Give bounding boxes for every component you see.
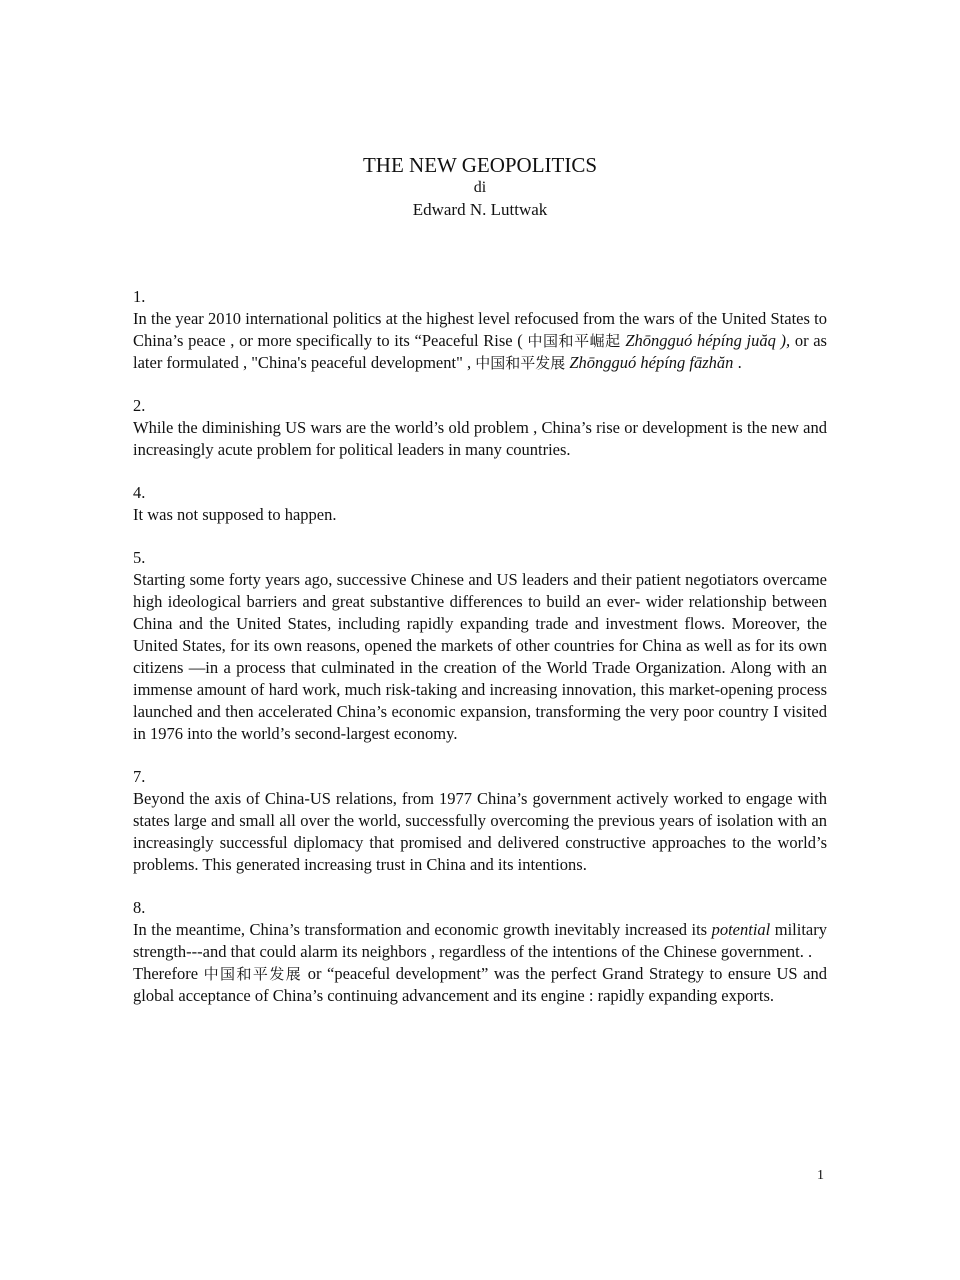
document-header (0, 152, 960, 222)
chinese-text: 中国和平发展 (475, 354, 566, 372)
section-5 (133, 547, 827, 745)
text-run: . (733, 353, 742, 372)
document-title: THE NEW GEOPOLITICS (362, 153, 598, 177)
section-paragraph (133, 919, 827, 963)
section-4 (133, 482, 827, 526)
section-number: 5. (133, 548, 146, 567)
text-run: In the year 2010 international politics at the highest level refocused from the wars of the United States to China’s peace , or more specifically to its “Peaceful Rise ( (133, 309, 827, 350)
pinyin-text: Zhōngguó hépíng fāzhăn (569, 353, 734, 372)
text-run: Therefore (133, 964, 204, 983)
section-paragraph: Beyond the axis of China-US relations, from 1977 China’s government actively worked to engage with states large and small all over the world, successfully overcoming the previous years of isolation with an increasingly successful diplomacy that promised and delivered constructive approaches to the world’s problems. This generated increasing trust in China and its intentions. (133, 789, 827, 874)
page-number: 1 (817, 1168, 824, 1183)
text-run: In the meantime, China’s transformation and economic growth inevitably increased its (133, 920, 712, 939)
chinese-text: 中国和平发展 (203, 965, 303, 983)
section-number: 4. (133, 483, 146, 502)
chinese-text: 中国和平崛起 (527, 332, 621, 350)
emphasized-text: potential (711, 920, 771, 939)
section-7 (133, 766, 827, 876)
section-number: 8. (133, 898, 146, 917)
section-1 (133, 286, 827, 374)
section-8 (133, 897, 827, 1007)
author-name: Edward N. Luttwak (412, 200, 548, 219)
text-run: or as later formulated , "China's peaceful development" , (133, 331, 827, 372)
section-number: 1. (133, 287, 146, 306)
document-body (133, 286, 827, 1028)
section-paragraph: While the diminishing US wars are the world’s old problem , China’s rise or development is the new and increasingly acute problem for political leaders in many countries. (133, 418, 827, 459)
pinyin-text: Zhōngguó hépíng juăq ), (625, 331, 791, 350)
section-paragraph (133, 963, 827, 1007)
section-number: 2. (133, 396, 146, 415)
section-paragraph: Starting some forty years ago, successive Chinese and US leaders and their patient negotiators overcame high ideological barriers and great substantive differences to build an ever- wider relationship between China and the United States, including rapidly expanding trade and investment flows. Moreover, the United States, for its own reasons, opened the markets of other countries for China as well as for its own citizens —in a process that culminated in the creation of the World Trade Organization. Along with an immense amount of hard work, much risk-taking and increasing innovation, this market-opening process launched and then accelerated China’s economic expansion, transforming the very poor country I visited in 1976 into the world’s second-largest economy. (133, 570, 827, 743)
section-paragraph: It was not supposed to happen. (133, 505, 337, 524)
text-run: military strength---and that could alarm its neighbors , regardless of the intentions of the Chinese government. . (133, 920, 827, 961)
section-number: 7. (133, 767, 146, 786)
section-paragraph (133, 308, 827, 374)
byline-word: di (473, 179, 487, 196)
section-2 (133, 395, 827, 461)
text-run: or “peaceful development” was the perfect Grand Strategy to ensure US and global acceptance of China’s continuing advancement and its engine : rapidly expanding exports. (133, 964, 827, 1005)
